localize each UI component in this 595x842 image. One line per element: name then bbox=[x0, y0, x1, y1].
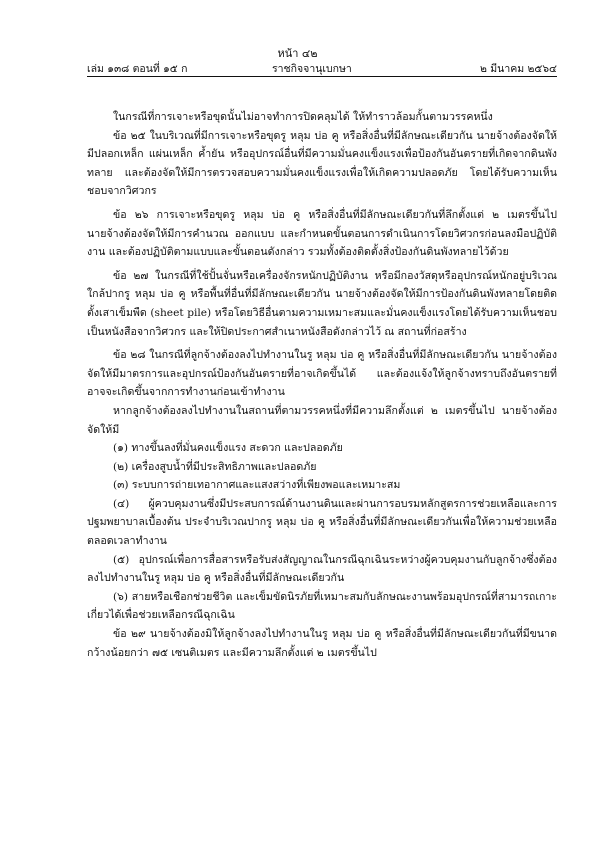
list-item: (๑) ทางขึ้นลงที่มั่นคงแข็งแรง สะดวก และปลอดภัย bbox=[113, 442, 343, 455]
clause-29: ข้อ ๒๙ นายจ้างต้องมิให้ลูกจ้างลงไปทำงานในรู หลุม บ่อ คู หรือสิ่งอื่นที่มีลักษณะเดียวกันที่มีขนาดกว้างน้อยกว่า ๗๕ เซนติเมตร และมีความลึกตั้งแต่ ๒ เมตรขึ้นไป bbox=[87, 628, 557, 659]
page-number: หน้า ๔๒ bbox=[277, 47, 318, 60]
clause-28: ข้อ ๒๘ ในกรณีที่ลูกจ้างต้องลงไปทำงานในรู หลุม บ่อ คู หรือสิ่งอื่นที่มีลักษณะเดียวกัน นายจ้างต้องจัดให้มีมาตรการและอุปกรณ์ป้องกันอันตรายที่อาจเกิดขึ้นได้ และต้องแจ้งให้ลูกจ้างทราบถึงอันตรายที่อาจจะเกิดขึ้นจากการทำงานก่อนเข้าทำงาน bbox=[87, 349, 557, 399]
gazette-name: ราชกิจจานุเบกษา bbox=[272, 63, 352, 75]
list-item: (๒) เครื่องสูบน้ำที่มีประสิทธิภาพและปลอดภัย bbox=[113, 460, 317, 473]
list-item: (๔) ผู้ควบคุมงานซึ่งมีประสบการณ์ด้านงานดินและผ่านการอบรมหลักสูตรการช่วยเหลือและการปฐมพยาบาลเบื้องต้น ประจำบริเวณปากรู หลุม บ่อ คู หรือสิ่งอื่นที่มีลักษณะเดียวกันเพื่อให้ความช่วยเหลือตลอดเวลาทำงาน bbox=[87, 497, 557, 548]
list-item: (๓) ระบบการถ่ายเทอากาศและแสงสว่างที่เพียงพอและเหมาะสม bbox=[113, 479, 401, 492]
volume-issue: เล่ม ๑๓๘ ตอนที่ ๑๕ ก bbox=[87, 63, 188, 75]
header-rule bbox=[87, 76, 557, 77]
publication-date: ๒ มีนาคม ๒๕๖๔ bbox=[479, 63, 557, 75]
clause-26: ข้อ ๒๖ การเจาะหรือขุดรู หลุม บ่อ คู หรือสิ่งอื่นที่มีลักษณะเดียวกันที่ลึกตั้งแต่ ๒ เมตรขึ้นไป นายจ้างต้องจัดให้มีการคำนวณ ออกแบบ และกำหนดขั้นตอนการดำเนินการโดยวิศวกรก่อนลงมือปฏิบัติงาน และต้องปฏิบัติตามแบบและขั้นตอนดังกล่าว รวมทั้งต้องติดตั้งสิ่งป้องกันดินพังทลายไว้ด้วย bbox=[87, 208, 557, 259]
paragraph: ในกรณีที่การเจาะหรือขุดนั้นไม่อาจทำการปิดคลุมได้ ให้ทำราวล้อมกั้นตามวรรคหนึ่ง bbox=[113, 111, 493, 123]
clause-25: ข้อ ๒๕ ในบริเวณที่มีการเจาะหรือขุดรู หลุม บ่อ คู หรือสิ่งอื่นที่มีลักษณะเดียวกัน นายจ้างต้องจัดให้มีปลอกเหล็ก แผ่นเหล็ก ค้ำยัน หรืออุปกรณ์อื่นที่มีความมั่นคงแข็งแรงเพื่อป้องกันอันตรายที่เกิดจากดินพังทลาย และต้องจัดให้มีการตรวจสอบความมั่นคงแข็งแรงเพื่อให้เกิดความปลอดภัย โดยได้รับความเห็นชอบจากวิศวกร bbox=[87, 129, 557, 198]
document-body bbox=[87, 108, 557, 662]
list-item: (๖) สายหรือเชือกช่วยชีวิต และเข็มขัดนิรภัยที่เหมาะสมกับลักษณะงานพร้อมอุปกรณ์ที่สามารถเกาะเกี่ยวได้เพื่อช่วยเหลือกรณีฉุกเฉิน bbox=[87, 590, 557, 622]
list-item: (๕) อุปกรณ์เพื่อการสื่อสารหรือรับส่งสัญญาณในกรณีฉุกเฉินระหว่างผู้ควบคุมงานกับลูกจ้างซึ่งต้องลงไปทำงานในรู หลุม บ่อ คู หรือสิ่งอื่นที่มีลักษณะเดียวกัน bbox=[87, 553, 557, 585]
gazette-header bbox=[87, 60, 557, 74]
clause-27: ข้อ ๒๗ ในกรณีที่ใช้ปั้นจั่นหรือเครื่องจักรหนักปฏิบัติงาน หรือมีกองวัสดุหรืออุปกรณ์หนักอยู่บริเวณใกล้ปากรู หลุม บ่อ คู หรือพื้นที่อื่นที่มีลักษณะเดียวกัน นายจ้างต้องจัดให้มีการป้องกันดินพังทลายโดยติดตั้งเสาเข็มพืด (sheet pile) หรือโดยวิธีอื่นตามความเหมาะสมและมั่นคงแข็งแรงโดยได้รับความเห็นชอบเป็นหนังสือจากวิศวกร และให้ปิดประกาศสำเนาหนังสือดังกล่าวไว้ ณ สถานที่ก่อสร้าง bbox=[87, 269, 557, 338]
paragraph: หากลูกจ้างต้องลงไปทำงานในสถานที่ตามวรรคหนึ่งที่มีความลึกตั้งแต่ ๒ เมตรขึ้นไป นายจ้างต้องจัดให้มี bbox=[87, 404, 557, 436]
